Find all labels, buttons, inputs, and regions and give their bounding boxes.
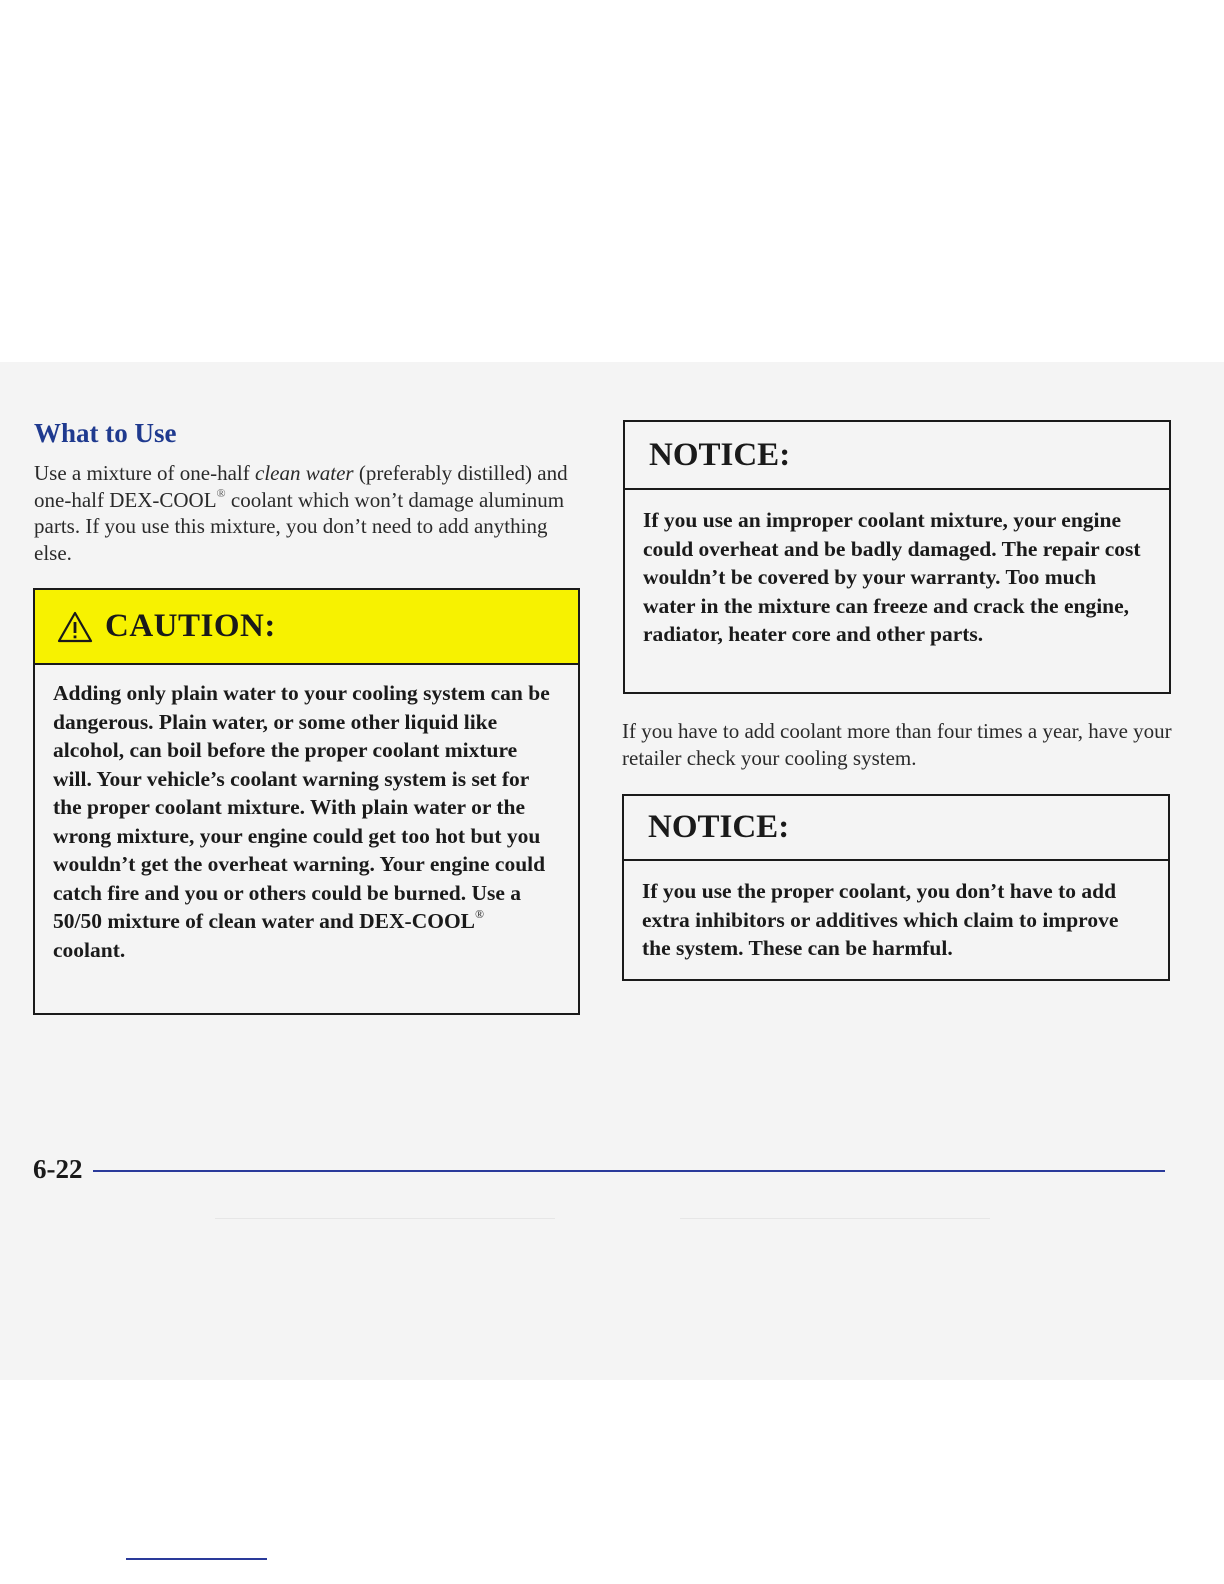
registered-mark: ® (475, 907, 484, 921)
caution-body-end: coolant. (53, 937, 126, 962)
caution-box (33, 588, 580, 1015)
section-heading: What to Use (34, 418, 177, 448)
caution-title: CAUTION: (105, 608, 276, 644)
scan-artifact-line (680, 1218, 990, 1219)
intro-text-end: coolant which won’t damage aluminum parts. If you use this mixture, you don’t need to add anything else. (34, 487, 565, 565)
intro-text-start: Use a mixture of one-half (34, 461, 256, 485)
intro-paragraph (34, 460, 574, 566)
scan-artifact-line (215, 1218, 555, 1219)
intro-text-middle: (preferably distilled) and one-half DEX-COOL (34, 461, 568, 512)
intro-italic-text: clean water (255, 461, 354, 485)
caution-body (35, 665, 578, 964)
add-coolant-paragraph: If you have to add coolant more than four times a year, have your retailer check your cooling system. (622, 719, 1172, 770)
caution-header (35, 590, 578, 665)
notice-box-proper-coolant (622, 794, 1170, 981)
notice-box-improper-mixture (623, 420, 1171, 694)
notice-title: NOTICE: (624, 796, 1168, 861)
warning-triangle-icon (57, 611, 93, 643)
notice-body: If you use an improper coolant mixture, your engine could overheat and be badly damaged. The repair cost wouldn’t be covered by your warranty. Too much water in the mixture can freeze and crack the engine, radiator, heater core and other parts. (643, 508, 1141, 646)
notice-title: NOTICE: (625, 422, 1169, 490)
caution-body-text: Adding only plain water to your cooling system can be dangerous. Plain water, or some other liquid like alcohol, can boil before the proper coolant mixture will. Your vehicle’s coolant warning system is set for the proper coolant mixture. With plain water or the wrong mixture, your engine could get too hot but you wouldn’t get the overheat warning. Your engine could catch fire and you or others could be burned. Use a 50/50 mixture of clean water and DEX-COOL (53, 681, 550, 933)
notice-body: If you use the proper coolant, you don’t have to add extra inhibitors or additives which claim to improve the system. These can be harmful. (642, 879, 1119, 960)
page-number: 6-22 (33, 1154, 83, 1184)
footer-rule (93, 1170, 1165, 1172)
bottom-rule (126, 1558, 267, 1560)
registered-mark: ® (216, 485, 226, 500)
